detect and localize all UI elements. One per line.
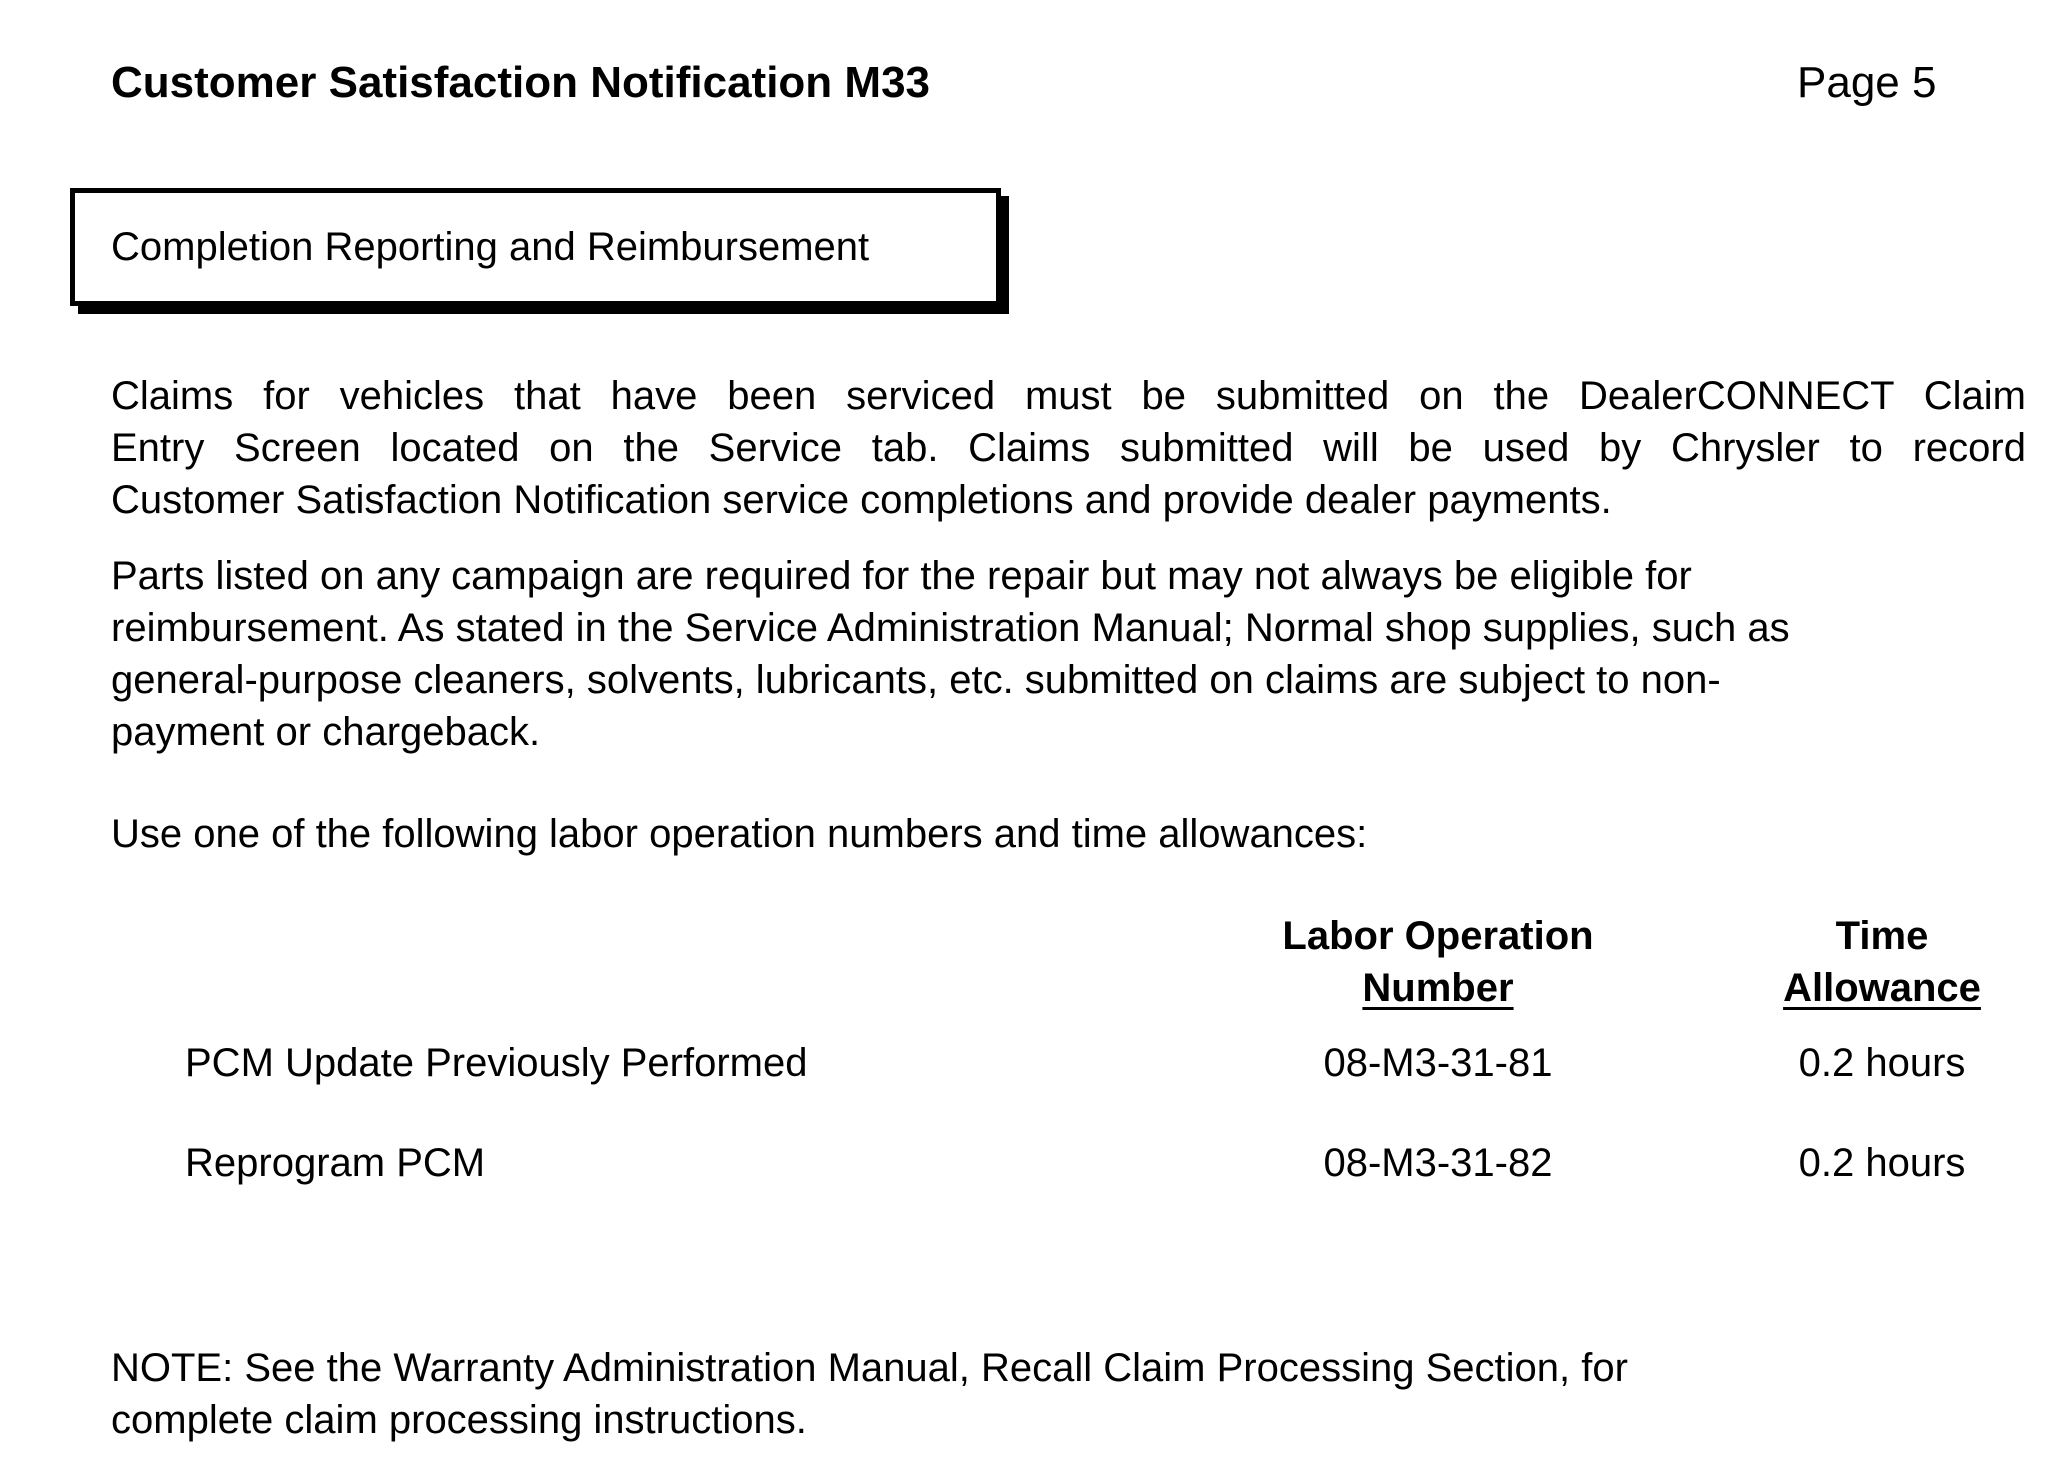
table-row-description: PCM Update Previously Performed xyxy=(185,1041,808,1085)
paragraph-line: Entry Screen located on the Service tab. Claims submitted will be used by Chrysler to record xyxy=(111,426,2026,470)
page-number: Page 5 xyxy=(1797,58,1937,107)
document-title: Customer Satisfaction Notification M33 xyxy=(111,58,931,107)
paragraph-line: reimbursement. As stated in the Service Administration Manual; Normal shop supplies, such as xyxy=(111,606,1790,650)
paragraph-line: Claims for vehicles that have been serviced must be submitted on the DealerCONNECT Claim xyxy=(111,374,2026,418)
table-row-description: Reprogram PCM xyxy=(185,1141,486,1185)
parts-paragraph xyxy=(111,550,2026,758)
labor-operation-header xyxy=(1188,910,1688,1014)
paragraph-line: Parts listed on any campaign are required for the repair but may not always be eligible for xyxy=(111,554,1692,598)
table-row-labor-op: 08-M3-31-81 xyxy=(1323,1041,1553,1085)
section-heading: Completion Reporting and Reimbursement xyxy=(111,225,870,269)
paragraph-line: Use one of the following labor operation numbers and time allowances: xyxy=(111,812,1368,856)
note-line: complete claim processing instructions. xyxy=(111,1398,807,1442)
time-allowance-header-line2: Allowance xyxy=(1783,966,1981,1010)
paragraph-line: Customer Satisfaction Notification service completions and provide dealer payments. xyxy=(111,478,1612,522)
table-row-time: 0.2 hours xyxy=(1798,1041,1966,1085)
claims-paragraph xyxy=(111,370,2026,526)
labor-operation-header-line2: Number xyxy=(1362,966,1514,1010)
note-line: NOTE: See the Warranty Administration Manual, Recall Claim Processing Section, for xyxy=(111,1346,1628,1390)
table-row-labor-op: 08-M3-31-82 xyxy=(1323,1141,1553,1185)
paragraph-line: general-purpose cleaners, solvents, lubricants, etc. submitted on claims are subject to non- xyxy=(111,658,1721,702)
time-allowance-header-line1: Time xyxy=(1835,914,1929,958)
paragraph-line: payment or chargeback. xyxy=(111,710,541,754)
time-allowance-header xyxy=(1682,910,2058,1014)
table-row-time: 0.2 hours xyxy=(1798,1141,1966,1185)
labor-intro xyxy=(111,808,2026,860)
note-paragraph xyxy=(111,1342,2026,1446)
labor-operation-header-line1: Labor Operation xyxy=(1282,914,1594,958)
